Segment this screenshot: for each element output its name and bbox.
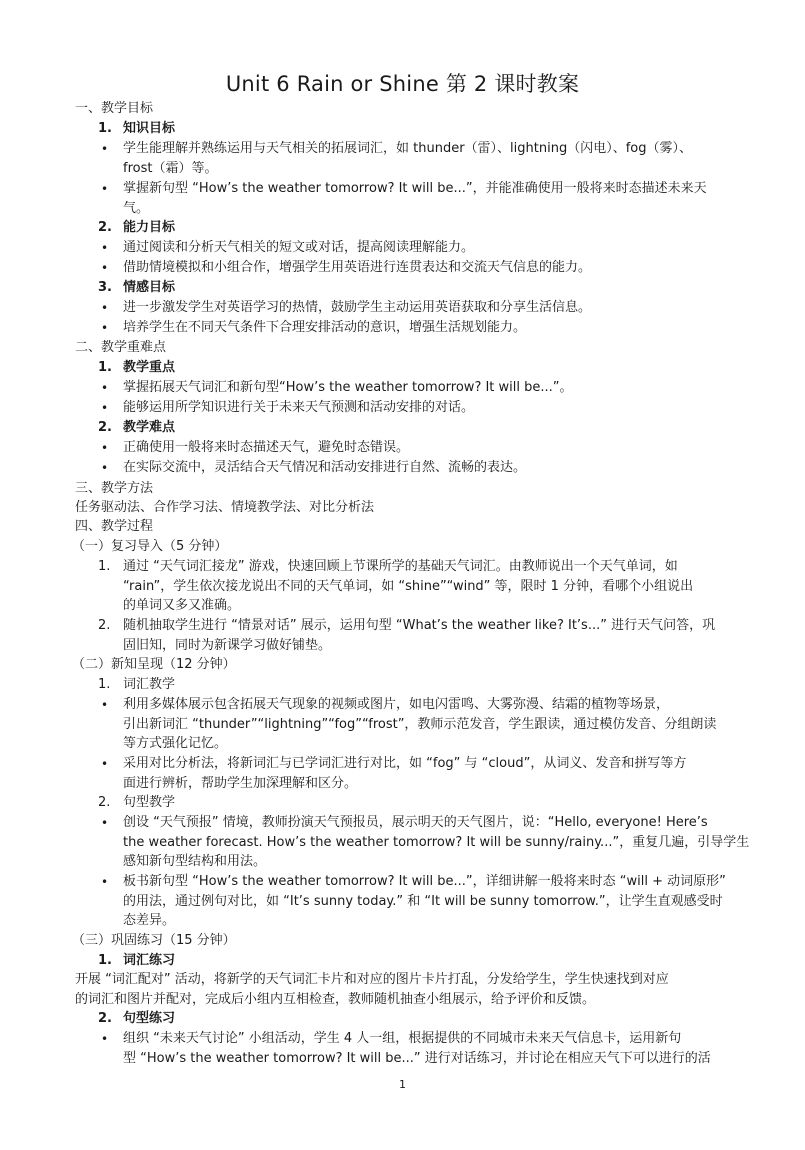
list-number: 2. [98,618,111,633]
subheading: 教学难点 [123,420,176,435]
list-item: 采用对比分析法，将新词汇与已学词汇进行对比，如 “fog” 与 “cloud”，从词义、发音和拼写等方 [123,756,687,771]
bullet-icon: • [101,261,109,275]
list-item: 利用多媒体展示包含拓展天气现象的视频或图片，如电闪雷鸣、大雾弥漫、结霜的植物等场景， [123,697,670,712]
list-item: 掌握拓展天气词汇和新句型“How’s the weather tomorrow? It will be...”。 [123,380,573,395]
list-item-cont: 感知新句型结构和用法。 [123,854,267,869]
list-item: 通过 “天气词汇接龙” 游戏，快速回顾上节课所学的基础天气词汇。由教师说出一个天气单词，如 [123,559,678,574]
subheading: 知识目标 [123,121,176,136]
bullet-icon: • [101,816,109,830]
list-item-cont: 引出新词汇 “thunder”“lightning”“fog”“frost”，教师示范发音，学生跟读，通过模仿发音、分组朗读 [123,717,717,732]
list-number: 1. [98,953,112,968]
paragraph: 开展 “词汇配对” 活动，将新学的天气词汇卡片和对应的图片卡片打乱，分发给学生，学生快速找到对应 [75,972,669,987]
list-item-cont: 面进行辨析，帮助学生加深理解和区分。 [123,776,358,791]
paragraph-cont: 的词汇和图片并配对，完成后小组内互相检查，教师随机抽查小组展示，给予评价和反馈。 [75,992,596,1007]
subheading: 教学重点 [123,360,176,375]
list-item-cont: 固旧知，同时为新课学习做好铺垫。 [123,638,332,653]
list-item: 创设 “天气预报” 情境，教师扮演天气预报员，展示明天的天气图片，说：“Hello, everyone! Here’s [123,815,708,830]
subheading: 能力目标 [123,220,176,235]
list-item-cont: 型 “How’s the weather tomorrow? It will be...” 进行对话练习，并讨论在相应天气下可以进行的活 [123,1051,711,1066]
list-number: 1. [98,360,112,375]
list-number: 2. [98,220,112,235]
part-heading: （二）新知呈现（12 分钟） [72,657,236,672]
list-item-cont: 的单词又多又准确。 [123,598,241,613]
list-item-cont: the weather forecast. How’s the weather tomorrow? It will be sunny/rainy...”，重复几遍，引导学生 [123,835,750,850]
list-item-cont: 态差异。 [123,913,176,928]
list-item: 通过阅读和分析天气相关的短文或对话，提高阅读理解能力。 [123,240,475,255]
list-item: 在实际交流中，灵活结合天气情况和活动安排进行自然、流畅的表达。 [123,460,527,475]
bullet-icon: • [101,1032,109,1046]
list-number: 1. [98,677,111,692]
bullet-icon: • [101,142,109,156]
page-title: Unit 6 Rain or Shine 第 2 课时教案 [225,72,580,96]
page-number: 1 [399,1078,406,1091]
list-item: 正确使用一般将来时态描述天气，避免时态错误。 [123,440,410,455]
bullet-icon: • [101,321,109,335]
bullet-icon: • [101,461,109,475]
bullet-icon: • [101,441,109,455]
section-heading: 四、教学过程 [75,519,154,534]
list-item-cont: 等方式强化记忆。 [123,736,228,751]
bullet-icon: • [101,875,109,889]
list-number: 3. [98,280,112,295]
list-item-cont: 的用法，通过例句对比，如 “It’s sunny today.” 和 “It will be sunny tomorrow.”，让学生直观感受时 [123,894,723,909]
list-item: 掌握新句型 “How’s the weather tomorrow? It will be...”，并能准确使用一般将来时态描述未来天 [123,181,707,196]
list-item-cont: 气。 [123,201,150,216]
bullet-icon: • [101,757,109,771]
bullet-icon: • [101,381,109,395]
list-item: 随机抽取学生进行 “情景对话” 展示，运用句型 “What’s the weather like? It’s...” 进行天气问答，巩 [123,618,716,633]
subheading: 句型练习 [123,1011,176,1026]
subheading: 词汇练习 [123,953,176,968]
list-item: 借助情境模拟和小组合作，增强学生用英语进行连贯表达和交流天气信息的能力。 [123,260,592,275]
list-item: 学生能理解并熟练运用与天气相关的拓展词汇，如 thunder（雷）、lightning（闪电）、fog（雾）、 [123,141,692,156]
list-item: 板书新句型 “How’s the weather tomorrow? It will be...”，详细讲解一般将来时态 “will + 动词原形” [123,874,726,889]
section-heading: 二、教学重难点 [75,340,167,355]
section-heading: 三、教学方法 [75,481,154,496]
part-heading: （一）复习导入（5 分钟） [72,539,228,554]
bullet-icon: • [101,182,109,196]
list-number: 1. [98,121,112,136]
paragraph: 任务驱动法、合作学习法、情境教学法、对比分析法 [75,500,375,515]
subheading: 词汇教学 [123,677,176,692]
section-heading: 一、教学目标 [75,101,154,116]
subheading: 情感目标 [123,280,176,295]
list-item: 培养学生在不同天气条件下合理安排活动的意识，增强生活规划能力。 [123,320,527,335]
list-number: 2. [98,420,112,435]
bullet-icon: • [101,241,109,255]
part-heading: （三）巩固练习（15 分钟） [72,933,236,948]
bullet-icon: • [101,698,109,712]
list-item: 进一步激发学生对英语学习的热情，鼓励学生主动运用英语获取和分享生活信息。 [123,300,592,315]
bullet-icon: • [101,401,109,415]
subheading: 句型教学 [123,795,176,810]
list-item-cont: “rain”，学生依次接龙说出不同的天气单词，如 “shine”“wind” 等，限时 1 分钟，看哪个小组说出 [123,579,694,594]
list-item: 组织 “未来天气讨论” 小组活动，学生 4 人一组，根据提供的不同城市未来天气信息卡，运用新句 [123,1031,682,1046]
list-item: 能够运用所学知识进行关于未来天气预测和活动安排的对话。 [123,400,475,415]
bullet-icon: • [101,301,109,315]
list-number: 2. [98,795,111,810]
list-item-cont: frost（霜）等。 [123,161,218,176]
list-number: 2. [98,1011,112,1026]
list-number: 1. [98,559,111,574]
